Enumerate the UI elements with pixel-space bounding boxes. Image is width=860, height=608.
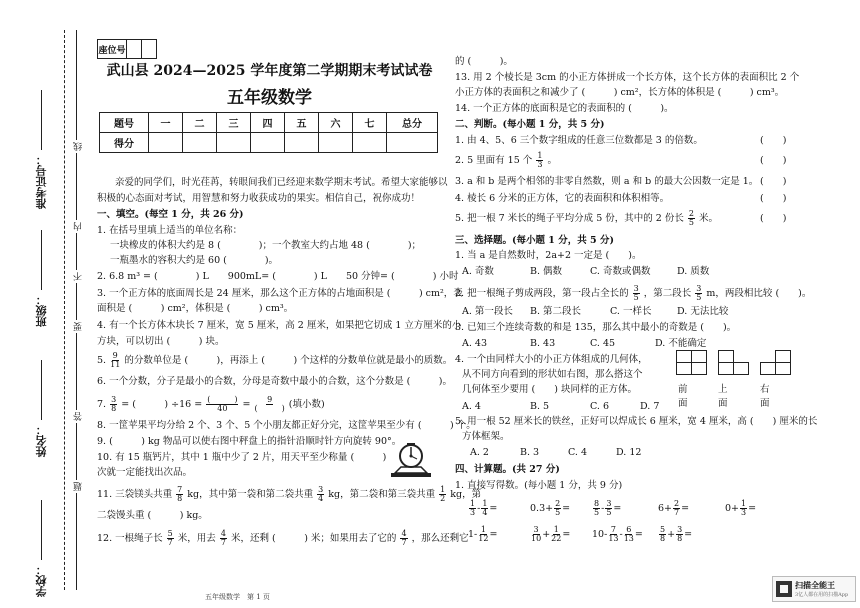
logo-title: 扫描全能王 [795, 580, 835, 590]
calc-item [658, 526, 692, 543]
j5-text: 5. 把一根 7 米长的绳子平均分成 5 份，其中的 2 份长 [455, 213, 684, 224]
score-header-cell: 五 [285, 113, 319, 133]
question-1b: 一瓶墨水的容积大约是 60 ( )。 [110, 255, 279, 266]
question-4b: 方块，可以切出 ( ) 块。 [97, 336, 225, 347]
fraction [481, 500, 488, 517]
numerator: 3 [677, 525, 683, 534]
q7-prefix: 7. [97, 399, 107, 410]
choice-4c: 几何体至少要用 ( ) 块同样的正方体。 [462, 384, 637, 395]
question-12 [97, 530, 469, 547]
numerator: 1 [537, 151, 543, 160]
numerator: 7 [610, 525, 616, 534]
fraction [605, 500, 612, 517]
question-4a: 4. 有一个长方体木块长 7 厘米，宽 5 厘米，高 2 厘米，如果把它切成 1 立方厘米的小 [97, 320, 462, 331]
score-header-row [100, 113, 438, 133]
choice-4-option: C. 6 [590, 401, 610, 412]
fraction [255, 396, 285, 413]
judge-answer: ( ) [760, 135, 787, 146]
equals: = [634, 529, 643, 540]
equals: = [562, 503, 571, 514]
numerator: 1 [553, 525, 559, 534]
seat-label: 座位号 [98, 40, 127, 58]
choice-4-option: A. 4 [462, 401, 481, 412]
question-13a: 13. 用 2 个棱长是 3cm 的小正方体拼成一个长方体，这个长方体的表面积比 2 个 [455, 72, 800, 83]
denominator: 40 [217, 404, 228, 413]
choice-1: 1. 当 a 是自然数时，2a+2 一定是 ( )。 [455, 250, 642, 261]
q12-text-a: 12. 一根绳子长 [97, 533, 163, 544]
numerator: 3 [696, 284, 702, 293]
question-14: 14. 一个正方体的底面积是它的表面积的 ( )。 [455, 103, 674, 114]
j5-suffix: 米。 [699, 213, 719, 224]
q12-text-c: 米，还剩 ( ) 米；如果用去了它的 [230, 533, 397, 544]
numerator: 8 [594, 499, 600, 508]
fraction [206, 396, 238, 413]
denominator: 2 [440, 494, 446, 503]
fraction [469, 500, 476, 517]
numerator: 7 [177, 485, 183, 494]
denominator: 4 [318, 494, 324, 503]
q12-text-d: ，那么还剩它 [411, 533, 469, 544]
choice-5-option: C. 4 [568, 447, 588, 458]
seat-number-box [97, 39, 157, 59]
fraction [167, 530, 174, 547]
calc-item [725, 500, 756, 517]
denominator: 11 [110, 360, 121, 369]
scanner-logo [772, 576, 856, 602]
j2-text: 2. 5 里面有 15 个 [455, 155, 533, 166]
fraction [673, 500, 680, 517]
score-cell [285, 133, 319, 153]
class-field [34, 230, 50, 327]
choice-4-option: B. 5 [530, 401, 550, 412]
choice-1-option: D. 质数 [677, 266, 710, 277]
q5-prefix: 5. [97, 355, 107, 366]
j2-suffix: 。 [547, 155, 557, 166]
choice-2-option: C. 一样长 [610, 306, 652, 317]
choice-2-option: B. 第二段长 [530, 306, 582, 317]
calc-item [468, 526, 497, 543]
denominator: 4 [482, 508, 488, 517]
operand: 0+ [725, 503, 740, 514]
exam-no-field [34, 90, 50, 209]
fraction [439, 486, 446, 503]
name-label: 姓名： [35, 424, 48, 457]
q11-text-c: kg，第二袋和第三袋共重 [328, 489, 436, 500]
score-row-label: 得分 [100, 133, 149, 153]
score-row [100, 133, 438, 153]
denominator: 5 [594, 508, 600, 517]
fraction [688, 210, 695, 227]
cut-word: 内 [74, 222, 84, 231]
operator: - [619, 529, 623, 540]
operand: 10- [592, 529, 608, 540]
question-3a: 3. 一个正方体的底面周长是 24 厘米，那么这个正方体的占地面积是 ( ) cm²，表 [97, 288, 463, 299]
question-11-line2: 二袋馒头重 ( ) kg。 [97, 510, 208, 521]
numerator: 1 [440, 485, 446, 494]
calc-item [468, 500, 497, 517]
numerator: 2 [555, 499, 561, 508]
logo-subtitle: 3亿人都在用的扫描App [795, 592, 849, 598]
score-cell [149, 133, 183, 153]
school-field [34, 500, 50, 597]
fraction [593, 500, 600, 517]
denominator: 8 [677, 534, 683, 543]
denominator: 7 [167, 538, 173, 547]
choice-1-option: B. 偶数 [530, 266, 563, 277]
cut-word: 线 [74, 142, 84, 151]
fraction [317, 486, 324, 503]
choice-3-option: B. 43 [530, 338, 556, 349]
choice-4-option: D. 7 [640, 401, 660, 412]
question-5 [97, 352, 452, 369]
numerator: 5 [167, 529, 173, 538]
equals: = [562, 529, 571, 540]
choice-2-option: A. 第一段长 [462, 306, 513, 317]
numerator: 1 [482, 499, 488, 508]
fraction [695, 285, 702, 302]
denominator: 5 [696, 293, 702, 302]
question-1: 1. 在括号里填上适当的单位名称： [97, 225, 243, 236]
denominator: 13 [608, 534, 619, 543]
exam-title: 武山县 2024—2025 学年度第二学期期末考试试卷 [106, 63, 433, 79]
calc-item [530, 526, 570, 543]
judge-answer: ( ) [760, 176, 787, 187]
fraction [551, 526, 561, 543]
seat-cell [142, 40, 156, 58]
denominator: 8 [660, 534, 666, 543]
section-3-title: 三、选择题。(每小题 1 分，共 5 分) [455, 235, 614, 246]
score-header-cell: 四 [251, 113, 285, 133]
score-cell [217, 133, 251, 153]
score-header-cell: 二 [183, 113, 217, 133]
operand: 0.3+ [530, 503, 554, 514]
question-1a: 一块橡皮的体积大约是 8 ( )；一个教室大约占地 48 ( )； [110, 240, 422, 251]
question-10a: 10. 有 15 瓶钙片，其中 1 瓶中少了 2 片，用天平至少称量 ( ) [97, 452, 387, 463]
choice-5a: 5. 用一根 52 厘米长的铁丝，正好可以焊成长 6 厘米，宽 4 厘米，高 ( ) 厘米的长 [455, 416, 818, 427]
denominator: 7 [220, 538, 226, 547]
operand: 6+ [658, 503, 673, 514]
right-view-icon [760, 350, 790, 374]
operator: + [542, 529, 551, 540]
numerator: 3 [606, 499, 612, 508]
denominator: 8 [177, 494, 183, 503]
numerator: 6 [626, 525, 632, 534]
exam-subtitle: 五年级数学 [227, 88, 312, 108]
score-header-cell: 一 [149, 113, 183, 133]
denominator: 7 [674, 508, 680, 517]
name-field [34, 360, 50, 457]
equals: = [489, 503, 498, 514]
intro-line-2: 积极的心态面对考试，用智慧和努力收获成功的果实。相信自己，祝你成功！ [97, 193, 421, 204]
numerator: 2 [688, 209, 694, 218]
q7-mid: = ( ) ÷16 = [121, 399, 203, 410]
numerator: 3 [111, 395, 117, 404]
fraction [110, 396, 117, 413]
choice-3-option: A. 43 [462, 338, 487, 349]
denominator: 13 [623, 534, 634, 543]
judge-5 [455, 210, 718, 227]
view-label: 右面 [760, 384, 770, 409]
fraction [676, 526, 683, 543]
judge-answer: ( ) [760, 213, 787, 224]
scale-dial-icon [387, 443, 435, 479]
question-2: 2. 6.8 m³ = ( ) L 900mL= ( ) L 50 分钟= ( ) 小时 [97, 271, 459, 282]
equals: = [613, 503, 622, 514]
denominator: 12 [478, 534, 489, 543]
calc-item [592, 500, 621, 517]
view-label: 上面 [718, 384, 728, 409]
score-cell [251, 133, 285, 153]
numerator: 1 [480, 525, 486, 534]
choice-4a: 4. 一个由同样大小的小正方体组成的几何体， [455, 354, 648, 365]
score-header-cell: 题号 [100, 113, 149, 133]
denominator: 7 [401, 538, 407, 547]
cut-word: 要 [74, 322, 84, 331]
score-cell [183, 133, 217, 153]
equals: = [681, 503, 690, 514]
choice-1-option: A. 奇数 [462, 266, 494, 277]
choice-2 [455, 285, 811, 302]
q11-text-b: kg，其中第一袋和第二袋共重 [187, 489, 314, 500]
denominator: 3 [470, 508, 476, 517]
cut-word: 题 [74, 482, 84, 491]
calc-item [592, 526, 643, 543]
denominator: 5 [688, 218, 694, 227]
calc-item [658, 500, 689, 517]
fraction [554, 500, 561, 517]
cut-word: 不 [74, 272, 84, 281]
score-cell [387, 133, 438, 153]
numerator: 4 [401, 529, 407, 538]
judge-answer: ( ) [760, 193, 787, 204]
intro-line-1: 亲爱的同学们，时光荏苒，转眼间我们已经迎来数学期末考试。希望大家能够以 [115, 177, 448, 188]
denominator: 5 [606, 508, 612, 517]
score-header-cell: 三 [217, 113, 251, 133]
numerator: 2 [674, 499, 680, 508]
question-10b: 次就一定能找出次品。 [97, 467, 193, 478]
score-table [99, 112, 438, 153]
fraction [624, 526, 634, 543]
fraction [531, 526, 541, 543]
c2-text-b: ，第二段长 [643, 288, 692, 299]
section-2-title: 二、判断。(每小题 1 分，共 5 分) [455, 119, 605, 130]
question-8: 8. 一筐苹果平均分给 2 个、3 个、5 个小朋友都正好分完，这筐苹果至少有 ( ) 个。 [97, 420, 476, 431]
choice-5b: 方体框架。 [462, 431, 510, 442]
cut-word: 答 [74, 412, 84, 421]
judge-answer: ( ) [760, 155, 787, 166]
section-4-title: 四、计算题。(共 27 分) [455, 464, 560, 475]
equals: = [242, 399, 251, 410]
numerator: 3 [633, 284, 639, 293]
binding-strip [14, 30, 84, 595]
fraction [633, 285, 640, 302]
choice-4b: 从不同方向看到的形状如右图，那么搭这个 [462, 369, 643, 380]
numerator: ( ) [207, 395, 238, 404]
page-footer: 五年级数学 第 1 页 [205, 593, 270, 601]
q11-text-d: kg，第 [450, 489, 482, 500]
operator: - [477, 503, 481, 514]
view-label: 前面 [678, 384, 688, 409]
denominator: 3 [537, 160, 543, 169]
calc-title: 1. 直接写得数。(每小题 1 分，共 9 分) [455, 480, 623, 491]
cut-line [64, 30, 65, 590]
question-13b: 小正方体的表面积之和减少了 ( ) cm²，长方体的体积是 ( ) cm³。 [455, 87, 785, 98]
judge-3: 3. a 和 b 是两个相邻的非零自然数，则 a 和 b 的最大公因数一定是 1。 [455, 176, 759, 187]
choice-1-option: C. 奇数或偶数 [590, 266, 651, 277]
numerator: 5 [660, 525, 666, 534]
question-12-cont: 的 ( )。 [455, 56, 513, 67]
judge-4: 4. 棱长 6 分米的正方体，它的表面积和体积相等。 [455, 193, 670, 204]
question-6: 6. 一个分数，分子是最小的合数，分母是奇数中最小的合数，这个分数是 ( )。 [97, 376, 453, 387]
denominator: 5 [555, 508, 561, 517]
equals: = [748, 503, 757, 514]
choice-3-option: D. 不能确定 [655, 338, 707, 349]
score-header-cell: 六 [319, 113, 353, 133]
choice-3: 3. 已知三个连续奇数的和是 135，那么其中最小的奇数是 ( )。 [455, 322, 737, 333]
question-11 [97, 486, 481, 503]
numerator: 1 [741, 499, 747, 508]
binding-line [76, 30, 77, 590]
score-header-cell: 总分 [387, 113, 438, 133]
denominator: 3 [741, 508, 747, 517]
exam-no-label: 准考证号： [35, 154, 48, 209]
denominator: ( ) [254, 404, 285, 413]
fraction [478, 526, 488, 543]
choice-2-option: D. 无法比较 [677, 306, 729, 317]
denominator: 5 [633, 293, 639, 302]
fraction [608, 526, 618, 543]
numerator: 4 [220, 529, 226, 538]
operand: 1- [468, 529, 478, 540]
denominator: 10 [531, 534, 542, 543]
question-7 [97, 396, 325, 413]
logo-icon [776, 581, 792, 597]
numerator: 9 [112, 351, 118, 360]
school-label: 学校： [35, 564, 48, 597]
q7-suffix: (填小数) [288, 399, 325, 410]
fraction [176, 486, 183, 503]
denominator: 22 [551, 534, 562, 543]
fraction [400, 530, 407, 547]
denominator: 8 [111, 404, 117, 413]
numerator: 1 [470, 499, 476, 508]
numerator: 9 [267, 395, 273, 404]
operator: + [667, 529, 676, 540]
fraction [220, 530, 227, 547]
calc-item [530, 500, 570, 517]
q12-text-b: 米，用去 [177, 533, 216, 544]
fraction [659, 526, 666, 543]
equals: = [489, 529, 498, 540]
numerator: 3 [533, 525, 539, 534]
operator: - [601, 503, 605, 514]
front-view-icon [676, 350, 706, 374]
choice-5-option: B. 3 [520, 447, 540, 458]
choice-5-option: A. 2 [470, 447, 489, 458]
score-cell [353, 133, 387, 153]
judge-1: 1. 由 4、5、6 三个数字组成的任意三位数都是 3 的倍数。 [455, 135, 703, 146]
class-label: 班级： [35, 294, 48, 327]
q11-text-a: 11. 三袋镁头共重 [97, 489, 173, 500]
fraction [740, 500, 747, 517]
c2-text-a: 2. 把一根绳子剪成两段，第一段占全长的 [455, 288, 629, 299]
choice-5-option: D. 12 [616, 447, 642, 458]
question-9: 9. ( ) kg 物品可以使右图中秤盘上的指针沿顺时针方向旋转 90°。 [97, 436, 402, 447]
c2-text-c: m，两段相比较 ( )。 [706, 288, 812, 299]
section-1-title: 一、填空。(每空 1 分，共 26 分) [97, 209, 244, 220]
judge-2 [455, 152, 557, 169]
fraction [110, 352, 120, 369]
question-3b: 面积是 ( ) cm²，体积是 ( ) cm³。 [97, 303, 294, 314]
seat-cell [127, 40, 142, 58]
numerator: 3 [318, 485, 324, 494]
choice-3-option: C. 45 [590, 338, 616, 349]
score-cell [319, 133, 353, 153]
equals: = [684, 529, 693, 540]
score-header-cell: 七 [353, 113, 387, 133]
fraction [536, 152, 543, 169]
q5-text: 的分数单位是 ( )，再添上 ( ) 个这样的分数单位就是最小的质数。 [124, 355, 453, 366]
top-view-icon [718, 350, 748, 374]
